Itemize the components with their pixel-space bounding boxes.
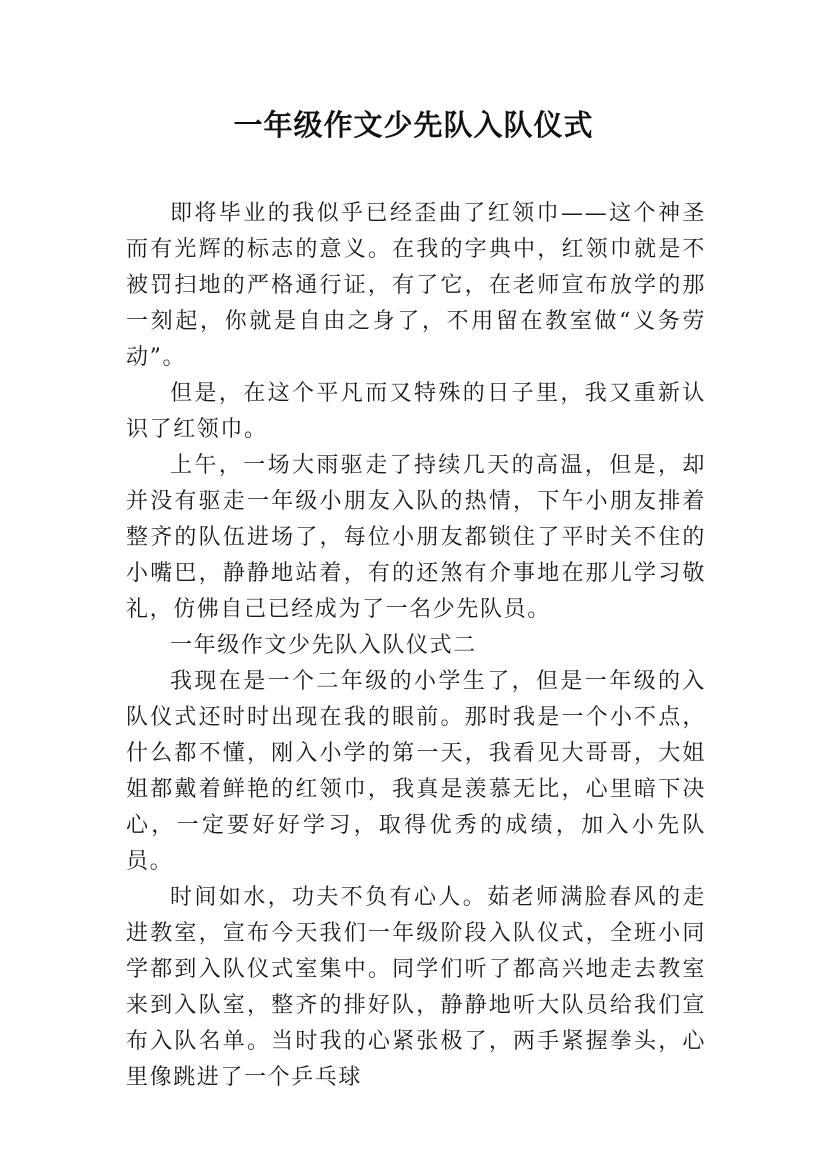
paragraph-1: 即将毕业的我似乎已经歪曲了红领巾——这个神圣而有光辉的标志的意义。在我的字典中，红领巾就是不被罚扫地的严格通行证，有了它，在老师宣布放学的那一刻起，你就是自由之身了，不用留在教室做“义务劳动”。 xyxy=(126,201,706,370)
paragraph-4: 我现在是一个二年级的小学生了，但是一年级的入队仪式还时时出现在我的眼前。那时我是一个小不点，什么都不懂，刚入小学的第一天，我看见大哥哥，大姐姐都戴着鲜艳的红领巾，我真是羡慕无比，心里暗下决心，一定要好好学习，取得优秀的成绩，加入小先队员。 xyxy=(126,669,706,874)
paragraph-5: 时间如水，功夫不负有心人。茹老师满脸春风的走进教室，宣布今天我们一年级阶段入队仪式，全班小同学都到入队仪式室集中。同学们听了都高兴地走去教室来到入队室，整齐的排好队，静静地听大队员给我们宣布入队名单。当时我的心紧张极了，两手紧握拳头，心里像跳进了一个乒乓球 xyxy=(126,885,706,1090)
section-heading: 一年级作文少先队入队仪式二 xyxy=(170,633,477,658)
paragraph-2: 但是，在这个平凡而又特殊的日子里，我又重新认识了红领巾。 xyxy=(126,381,706,442)
document-title: 一年级作文少先队入队仪式 xyxy=(233,108,594,142)
document-body xyxy=(126,196,706,1096)
paragraph-3: 上午，一场大雨驱走了持续几天的高温，但是，却并没有驱走一年级小朋友入队的热情，下午小朋友排着整齐的队伍进场了，每位小朋友都锁住了平时关不住的小嘴巴，静静地站着，有的还煞有介事地在那儿学习敬礼，仿佛自己已经成为了一名少先队员。 xyxy=(126,453,706,622)
